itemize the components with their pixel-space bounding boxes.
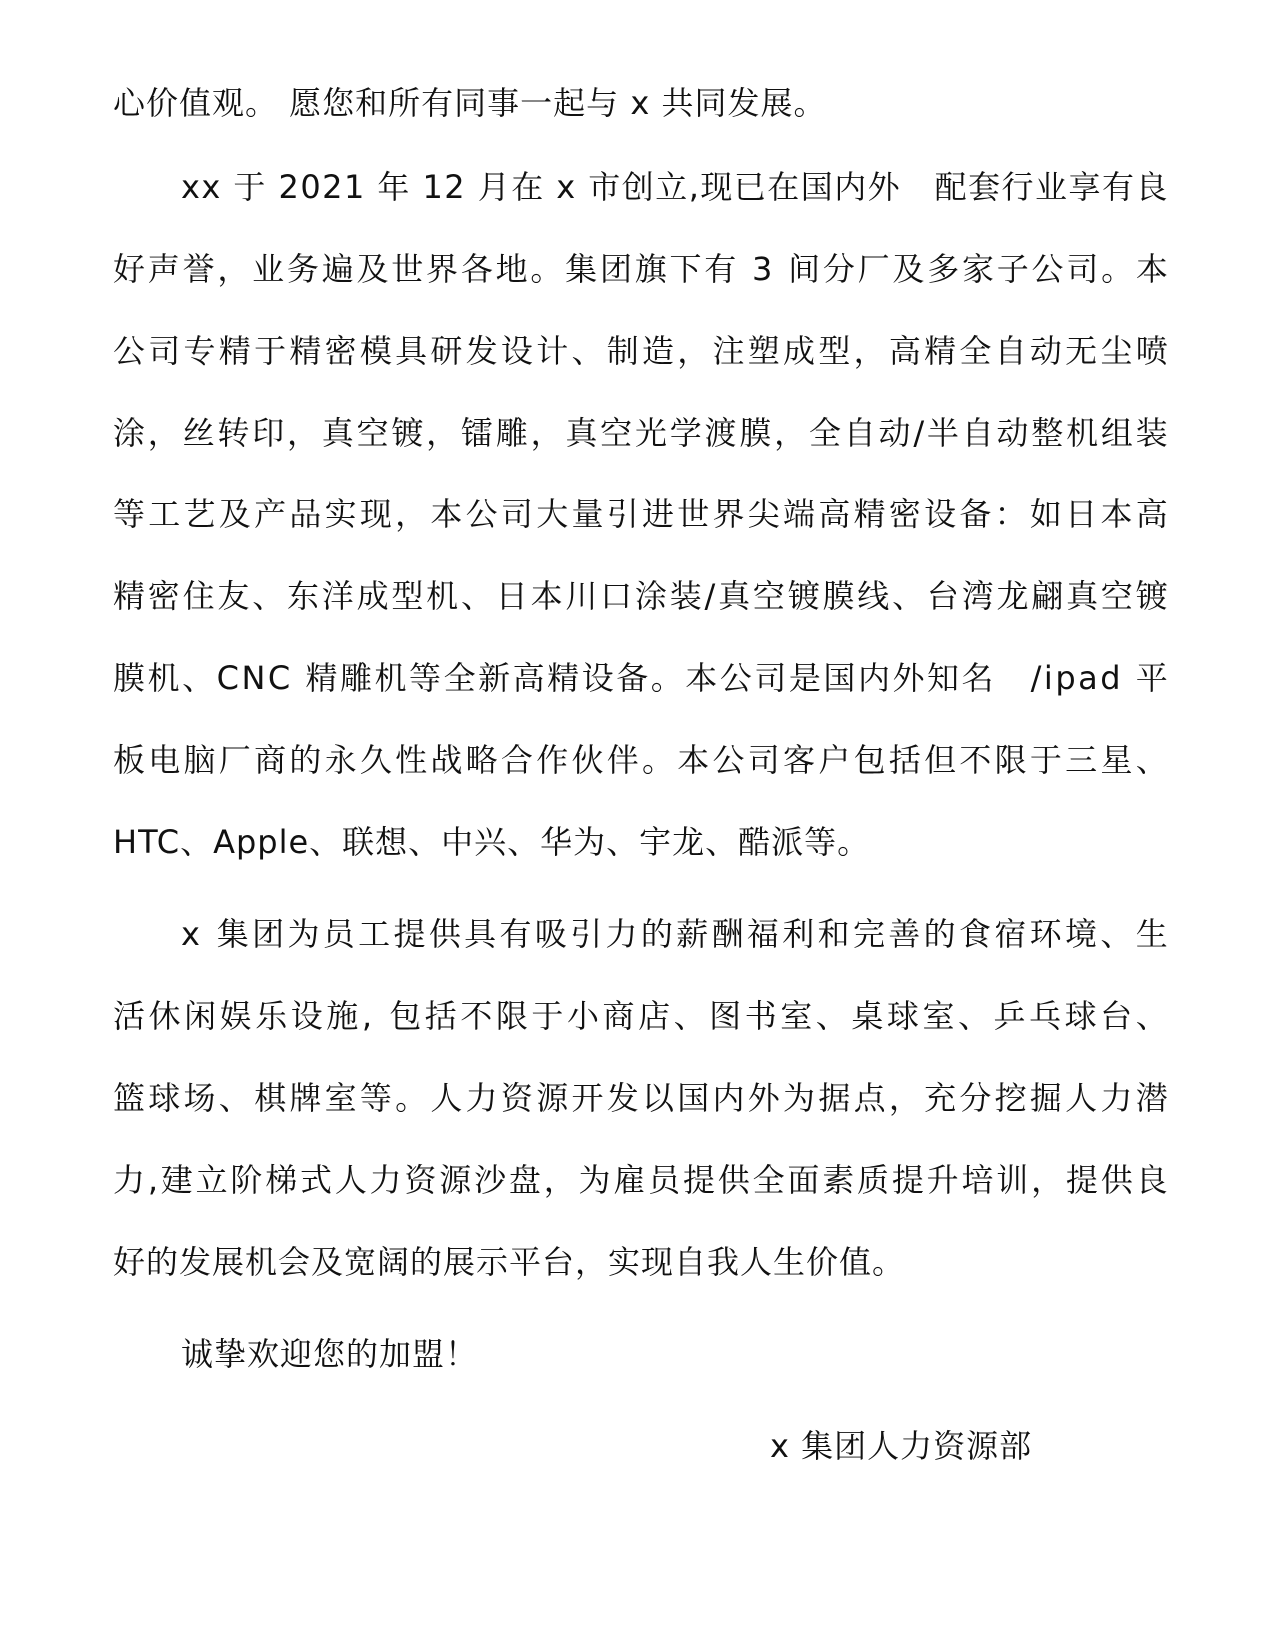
paragraph-2-line-6: 精 密 住 友 、 东 洋 成 型 机 、 日 本 川 口 涂 装 / 真 空 镀 膜 线 、 台 湾 龙 翩 真 空 镀 (113, 577, 1169, 615)
closing-line: 诚挚欢迎您的加盟！ (181, 1335, 479, 1373)
paragraph-2-line-3: 公 司 专 精 于 精 密 模 具 研 发 设 计 、 制 造 ， 注 塑 成 型 ， 高 精 全 自 动 无 尘 喷 (113, 332, 1169, 370)
paragraph-2-line-5: 等 工 艺 及 产 品 实 现 ， 本 公 司 大 量 引 进 世 界 尖 端 高 精 密 设 备 ： 如 日 本 高 (113, 495, 1169, 533)
paragraph-2-line-8: 板 电 脑 厂 商 的 永 久 性 战 略 合 作 伙 伴 。 本 公 司 客 户 包 括 但 不 限 于 三 星 、 (113, 741, 1169, 779)
paragraph-3-line-4: 力 , 建 立 阶 梯 式 人 力 资 源 沙 盘 ， 为 雇 员 提 供 全 面 素 质 提 升 培 训 ， 提 供 良 (113, 1161, 1169, 1199)
paragraph-3-line-1: x 集 团 为 员 工 提 供 具 有 吸 引 力 的 薪 酬 福 利 和 完 善 的 食 宿 环 境 、 生 (181, 915, 1169, 953)
paragraph-1-line-1: 心价值观。 愿您和所有同事一起与 x 共同发展。 (113, 84, 827, 122)
paragraph-3-line-3: 篮 球 场 、 棋 牌 室 等 。 人 力 资 源 开 发 以 国 内 外 为 据 点 ， 充 分 挖 掘 人 力 潜 (113, 1079, 1169, 1117)
paragraph-2-line-9: HTC、Apple、联想、中兴、华为、宇龙、酷派等。 (113, 823, 871, 861)
paragraph-2-line-4: 涂 ， 丝 转 印 ， 真 空 镀 ， 镭 雕 ， 真 空 光 学 渡 膜 ， 全 自 动 / 半 自 动 整 机 组 装 (113, 414, 1169, 452)
paragraph-2-line-7: 膜 机 、 C N C 精 雕 机 等 全 新 高 精 设 备 。 本 公 司 是 国 内 外 知 名 / i p a d 平 (113, 659, 1169, 697)
signature: x 集团人力资源部 (770, 1427, 1033, 1465)
paragraph-2-line-1: x x 于 2 0 2 1 年 1 2 月 在 x 市 创 立 , 现 已 在 国 内 外 配 套 行 业 享 有 良 (181, 168, 1169, 206)
paragraph-2-line-2: 好 声 誉 ， 业 务 遍 及 世 界 各 地 。 集 团 旗 下 有 3 间 分 厂 及 多 家 子 公 司 。 本 (113, 250, 1169, 288)
paragraph-3-line-2: 活 休 闲 娱 乐 设 施 , 包 括 不 限 于 小 商 店 、 图 书 室 、 桌 球 室 、 乒 乓 球 台 、 (113, 997, 1169, 1035)
paragraph-3-line-5: 好的发展机会及宽阔的展示平台，实现自我人生价值。 (113, 1243, 906, 1281)
